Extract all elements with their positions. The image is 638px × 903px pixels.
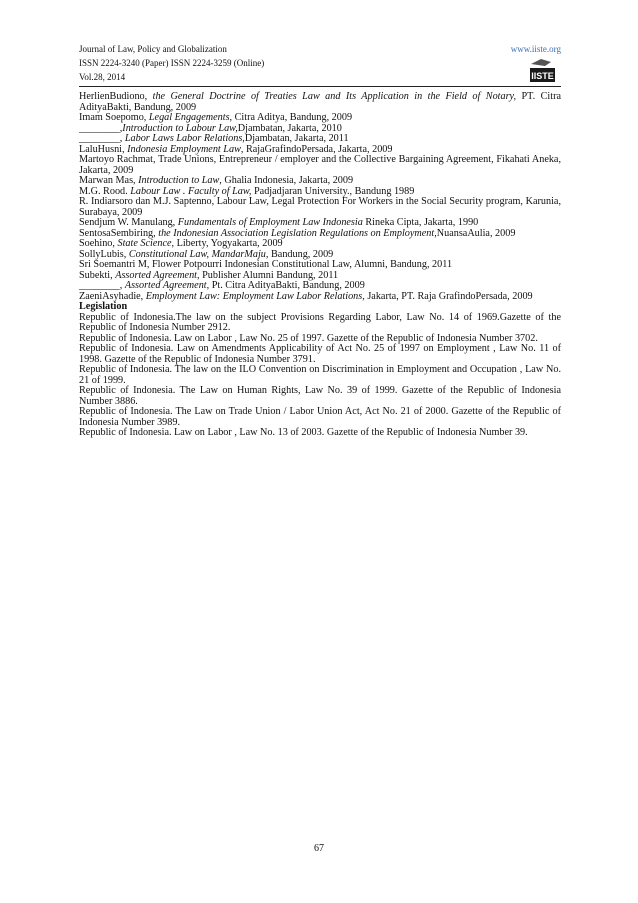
reference-text: , Citra Aditya, Bandung, 2009 — [229, 112, 353, 123]
reference-text: Jakarta, PT. Raja GrafindoPersada, 2009 — [364, 290, 533, 302]
legislation-entry: Republic of Indonesia. The law on the ILO Convention on Discrimination in Employment and Occupation , Law No. 21 of 1999. — [79, 364, 561, 386]
reference-text: ZaeniAsyhadie, — [79, 290, 146, 302]
reference-text: Soehino, — [79, 238, 118, 249]
page-header — [79, 42, 561, 87]
reference-text: PT. Citra AdityaBakti, Bandung, 2009 — [79, 91, 561, 113]
legislation-entry: Republic of Indonesia. Law on Labor , Law No. 25 of 1997. Gazette of the Republic of Indonesia Number 3702. — [79, 332, 538, 344]
reference-text: Marwan Mas, — [79, 175, 139, 186]
reference-text: Sri Soemantri M, Flower Potpourri Indonesian Constitutional Law, Alumni, Bandung, 2011 — [79, 259, 453, 270]
iiste-logo-icon — [527, 58, 557, 84]
reference-text: HerlienBudiono, — [79, 91, 153, 102]
reference-title: Labour Law . Faculty of Law, — [130, 185, 252, 197]
legislation-entry: Republic of Indonesia. Law on Labor , Law No. 13 of 2003. Gazette of the Republic of Indonesia Number 39. — [79, 427, 528, 438]
reference-entry — [79, 155, 561, 176]
reference-text: Sendjum W. Manulang, — [79, 217, 178, 228]
reference-title: Introduction to Labour Law, — [122, 122, 238, 134]
reference-text: Subekti, — [79, 269, 116, 281]
page-number: 67 — [314, 843, 324, 854]
reference-title: Assorted Agreement, — [124, 280, 210, 291]
reference-list — [79, 92, 561, 439]
reference-text: Pt. Citra AdityaBakti, Bandung, 2009 — [209, 280, 365, 291]
legislation-entry: Republic of Indonesia.The law on the subject Provisions Regarding Labor, Law No. 14 of 1969.Gazette of the Republic of Indonesia Number 2912. — [79, 311, 561, 333]
reference-entry — [79, 197, 561, 218]
reference-text: ________, — [79, 122, 123, 134]
legislation-entry: Republic of Indonesia. The Law on Human Rights, Law No. 39 of 1999. Gazette of the Republic of Indonesia Number 3886. — [79, 385, 561, 407]
reference-text: M.G. Rood. — [79, 185, 131, 197]
legislation-entry: Republic of Indonesia. Law on Amendments Applicability of Act No. 25 of 1997 on Employment , Law No. 11 of 1998. Gazette of the Republic of Indonesia Number 3791. — [79, 343, 561, 365]
reference-text: Imam Soepomo, — [79, 112, 149, 123]
journal-url-link[interactable]: www.iiste.org — [510, 44, 561, 54]
reference-title: Employment Law: Employment Law Labor Relations, — [145, 290, 365, 302]
reference-title: Legal Engagements — [148, 112, 230, 123]
reference-title: State Science — [117, 238, 172, 249]
reference-title: Labor Laws Labor Relations, — [124, 133, 245, 144]
reference-title: Constitutional Law, MandarMaju, — [128, 248, 269, 260]
legislation-entry: Republic of Indonesia. The Law on Trade Union / Labor Union Act, Act No. 21 of 2000. Gazette of the Republic of Indonesia Number 3989. — [79, 406, 561, 428]
reference-text: , RajaGrafindoPersada, Jakarta, 2009 — [240, 143, 393, 155]
reference-text: ________, — [79, 133, 125, 144]
volume-line: Vol.28, 2014 — [79, 72, 126, 82]
reference-text: Martoyo Rachmat, Trade Unions, Entrepreneur / employer and the Collective Bargaining Agreement, Fikahati Aneka, Jakarta, 2009 — [79, 154, 561, 176]
reference-title: Fundamentals of Employment Law Indonesia — [177, 217, 363, 228]
reference-text: SollyLubis, — [79, 248, 129, 260]
svg-text:IISTE: IISTE — [531, 71, 554, 81]
reference-title: Assorted Agreement — [115, 269, 198, 281]
reference-text: Djambatan, Jakarta, 2011 — [244, 133, 349, 144]
reference-text: Djambatan, Jakarta, 2010 — [237, 122, 342, 134]
reference-text: , Publisher Alumni Bandung, 2011 — [197, 269, 339, 281]
journal-title: Journal of Law, Policy and Globalization — [79, 44, 227, 54]
reference-text: Bandung, 2009 — [268, 248, 334, 260]
reference-title: the General Doctrine of Treaties Law and Its Application in the Field of Notary, — [152, 91, 517, 102]
legislation-heading: Legislation — [79, 301, 128, 312]
reference-text: , Liberty, Yogyakarta, 2009 — [171, 238, 283, 249]
reference-text: Padjadjaran University., Bandung 1989 — [251, 185, 415, 197]
reference-text: LaluHusni, — [79, 143, 128, 155]
issn-line: ISSN 2224-3240 (Paper) ISSN 2224-3259 (Online) — [79, 58, 265, 68]
reference-text: R. Indiarsoro dan M.J. Saptenno, Labour Law, Legal Protection For Workers in the Social Security program, Karunia, Surabaya, 2009 — [79, 196, 561, 218]
reference-title: the Indonesian Association Legislation Regulations on Employment, — [158, 227, 437, 239]
reference-text: Rineka Cipta, Jakarta, 1990 — [362, 217, 479, 228]
reference-text: SentosaSembiring, — [79, 227, 159, 239]
reference-entry — [79, 92, 561, 113]
reference-title: Introduction to Law — [138, 175, 220, 186]
reference-text: NuansaAulia, 2009 — [436, 227, 516, 239]
reference-text: , Ghalia Indonesia, Jakarta, 2009 — [219, 175, 354, 186]
reference-text: ________, — [79, 280, 125, 291]
reference-entry — [79, 292, 561, 303]
reference-title: Indonesia Employment Law — [127, 143, 241, 155]
